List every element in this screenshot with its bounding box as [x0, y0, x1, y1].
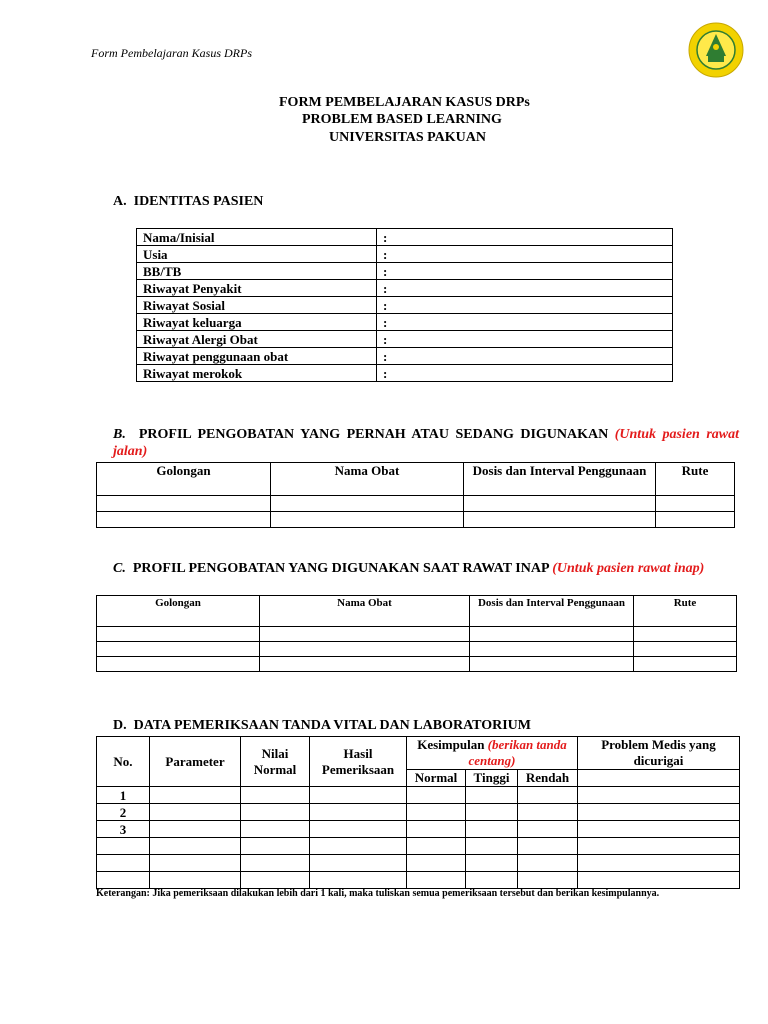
- lab-cell[interactable]: [518, 855, 578, 872]
- table-cell[interactable]: [271, 512, 464, 528]
- lab-row: [97, 872, 740, 889]
- lab-results-table: [96, 736, 740, 889]
- lab-cell[interactable]: [150, 804, 241, 821]
- col-parameter: Parameter: [150, 737, 241, 787]
- table-cell[interactable]: [97, 657, 260, 672]
- section-d-title: DATA PEMERIKSAAN TANDA VITAL DAN LABORATORIUM: [133, 718, 531, 733]
- table-row: [97, 496, 735, 512]
- col-normal: Normal: [407, 770, 466, 787]
- identity-table: [136, 228, 673, 382]
- section-d-marker: D.: [113, 718, 127, 733]
- table-cell[interactable]: [464, 512, 656, 528]
- table-cell[interactable]: [634, 627, 737, 642]
- section-c-note: (Untuk pasien rawat inap): [552, 561, 705, 576]
- identity-row: [137, 314, 673, 331]
- section-a-heading: [113, 193, 263, 210]
- table-cell[interactable]: [634, 657, 737, 672]
- lab-cell[interactable]: [466, 838, 518, 855]
- identity-field-value[interactable]: :: [377, 246, 673, 263]
- lab-cell[interactable]: [407, 821, 466, 838]
- section-b-heading: [113, 426, 739, 460]
- col-tinggi: Tinggi: [466, 770, 518, 787]
- identity-field-label: Nama/Inisial: [137, 229, 377, 246]
- identity-field-label: Riwayat merokok: [137, 365, 377, 382]
- col-problem-blank: [578, 770, 740, 787]
- table-row: [97, 657, 737, 672]
- lab-row-number: [97, 872, 150, 889]
- table-cell[interactable]: [470, 627, 634, 642]
- university-logo-icon: [688, 22, 744, 78]
- lab-row-number: 3: [97, 821, 150, 838]
- identity-row: [137, 297, 673, 314]
- lab-cell[interactable]: [466, 804, 518, 821]
- kesimpulan-note: (berikan tanda centang): [468, 737, 567, 768]
- lab-cell[interactable]: [310, 821, 407, 838]
- col-nilai-normal: Nilai Normal: [241, 737, 310, 787]
- lab-cell[interactable]: [578, 855, 740, 872]
- table-cell[interactable]: [260, 642, 470, 657]
- outpatient-medication-table: [96, 462, 735, 528]
- lab-cell[interactable]: [578, 821, 740, 838]
- lab-cell[interactable]: [241, 804, 310, 821]
- lab-row-number: 1: [97, 787, 150, 804]
- lab-row-number: [97, 855, 150, 872]
- lab-row: [97, 838, 740, 855]
- col-nama-obat: Nama Obat: [271, 463, 464, 496]
- page-header: Form Pembelajaran Kasus DRPs: [91, 46, 252, 60]
- lab-row: [97, 821, 740, 838]
- lab-cell[interactable]: [407, 804, 466, 821]
- lab-cell[interactable]: [518, 838, 578, 855]
- col-rute: Rute: [656, 463, 735, 496]
- lab-cell[interactable]: [310, 804, 407, 821]
- table-cell[interactable]: [470, 657, 634, 672]
- lab-cell[interactable]: [407, 838, 466, 855]
- lab-cell[interactable]: [310, 787, 407, 804]
- lab-cell[interactable]: [310, 872, 407, 889]
- table-cell[interactable]: [271, 496, 464, 512]
- lab-cell[interactable]: [578, 804, 740, 821]
- lab-cell[interactable]: [518, 821, 578, 838]
- table-row: [97, 627, 737, 642]
- identity-field-value[interactable]: :: [377, 314, 673, 331]
- table-cell[interactable]: [260, 627, 470, 642]
- lab-cell[interactable]: [310, 855, 407, 872]
- col-dosis: Dosis dan Interval Penggunaan: [470, 596, 634, 627]
- lab-cell[interactable]: [518, 872, 578, 889]
- section-b-title: PROFIL PENGOBATAN YANG PERNAH ATAU SEDANG DIGUNAKAN: [138, 427, 609, 442]
- lab-row-number: 2: [97, 804, 150, 821]
- col-nama-obat: Nama Obat: [260, 596, 470, 627]
- table-cell[interactable]: [464, 496, 656, 512]
- kesimpulan-label: Kesimpulan: [417, 737, 485, 752]
- identity-field-label: Riwayat keluarga: [137, 314, 377, 331]
- lab-cell[interactable]: [518, 787, 578, 804]
- lab-cell[interactable]: [466, 821, 518, 838]
- col-problem-medis: Problem Medis yang dicurigai: [578, 737, 740, 770]
- col-hasil-pemeriksaan: Hasil Pemeriksaan: [310, 737, 407, 787]
- identity-row: [137, 280, 673, 297]
- table-cell[interactable]: [470, 642, 634, 657]
- col-dosis: Dosis dan Interval Penggunaan: [464, 463, 656, 496]
- col-rute: Rute: [634, 596, 737, 627]
- lab-cell[interactable]: [150, 855, 241, 872]
- section-a-marker: A.: [113, 194, 127, 209]
- table-cell[interactable]: [97, 496, 271, 512]
- identity-field-value[interactable]: :: [377, 348, 673, 365]
- title-line-1: FORM PEMBELAJARAN KASUS DRPs: [279, 95, 530, 110]
- lab-cell[interactable]: [241, 787, 310, 804]
- lab-cell[interactable]: [407, 787, 466, 804]
- identity-row: [137, 348, 673, 365]
- table-cell[interactable]: [97, 642, 260, 657]
- lab-cell[interactable]: [310, 838, 407, 855]
- lab-row-number: [97, 838, 150, 855]
- section-c-marker: C.: [113, 561, 126, 576]
- lab-row: [97, 787, 740, 804]
- col-golongan: Golongan: [97, 463, 271, 496]
- identity-field-value[interactable]: :: [377, 280, 673, 297]
- lab-cell[interactable]: [150, 872, 241, 889]
- lab-cell[interactable]: [466, 872, 518, 889]
- lab-cell[interactable]: [407, 855, 466, 872]
- lab-cell[interactable]: [578, 838, 740, 855]
- identity-field-label: Riwayat Alergi Obat: [137, 331, 377, 348]
- lab-cell[interactable]: [150, 838, 241, 855]
- lab-cell[interactable]: [241, 872, 310, 889]
- lab-row: [97, 855, 740, 872]
- lab-cell[interactable]: [407, 872, 466, 889]
- identity-row: [137, 365, 673, 382]
- table-cell[interactable]: [97, 512, 271, 528]
- lab-cell[interactable]: [150, 821, 241, 838]
- identity-row: [137, 263, 673, 280]
- lab-cell[interactable]: [241, 838, 310, 855]
- identity-field-value[interactable]: :: [377, 229, 673, 246]
- lab-cell[interactable]: [241, 821, 310, 838]
- identity-field-value[interactable]: :: [377, 263, 673, 280]
- lab-cell[interactable]: [466, 855, 518, 872]
- section-c-title: PROFIL PENGOBATAN YANG DIGUNAKAN SAAT RAWAT INAP: [132, 561, 549, 576]
- lab-cell[interactable]: [578, 872, 740, 889]
- lab-cell[interactable]: [578, 787, 740, 804]
- identity-field-label: Riwayat Sosial: [137, 297, 377, 314]
- col-golongan: Golongan: [97, 596, 260, 627]
- section-b-marker: B.: [113, 427, 126, 442]
- lab-cell[interactable]: [466, 787, 518, 804]
- lab-row: [97, 804, 740, 821]
- table-cell[interactable]: [656, 496, 735, 512]
- identity-field-label: Usia: [137, 246, 377, 263]
- identity-row: [137, 331, 673, 348]
- section-c-heading: [113, 560, 739, 577]
- identity-field-value[interactable]: :: [377, 331, 673, 348]
- table-cell[interactable]: [634, 642, 737, 657]
- identity-row: [137, 246, 673, 263]
- col-kesimpulan: [407, 737, 578, 770]
- identity-field-value[interactable]: :: [377, 365, 673, 382]
- lab-cell[interactable]: [241, 855, 310, 872]
- table-row: [97, 512, 735, 528]
- identity-field-label: Riwayat Penyakit: [137, 280, 377, 297]
- section-a-title: IDENTITAS PASIEN: [133, 194, 264, 209]
- table-row: [97, 642, 737, 657]
- lab-cell[interactable]: [150, 787, 241, 804]
- table-cell[interactable]: [260, 657, 470, 672]
- table-cell[interactable]: [97, 627, 260, 642]
- title-line-2: PROBLEM BASED LEARNING: [302, 112, 502, 127]
- col-no: No.: [97, 737, 150, 787]
- lab-cell[interactable]: [518, 804, 578, 821]
- table-cell[interactable]: [656, 512, 735, 528]
- identity-field-label: BB/TB: [137, 263, 377, 280]
- inpatient-medication-table: [96, 595, 737, 672]
- col-rendah: Rendah: [518, 770, 578, 787]
- identity-field-value[interactable]: :: [377, 297, 673, 314]
- identity-field-label: Riwayat penggunaan obat: [137, 348, 377, 365]
- identity-row: [137, 229, 673, 246]
- footnote: Keterangan: Jika pemeriksaan dilakukan lebih dari 1 kali, maka tuliskan semua pemeriksaan tersebut dan berikan kesimpulannya.: [96, 888, 660, 899]
- title-line-3: UNIVERSITAS PAKUAN: [329, 130, 487, 145]
- section-d-heading: [113, 717, 531, 734]
- section-b-note: (Untuk pasien rawat jalan): [113, 427, 739, 459]
